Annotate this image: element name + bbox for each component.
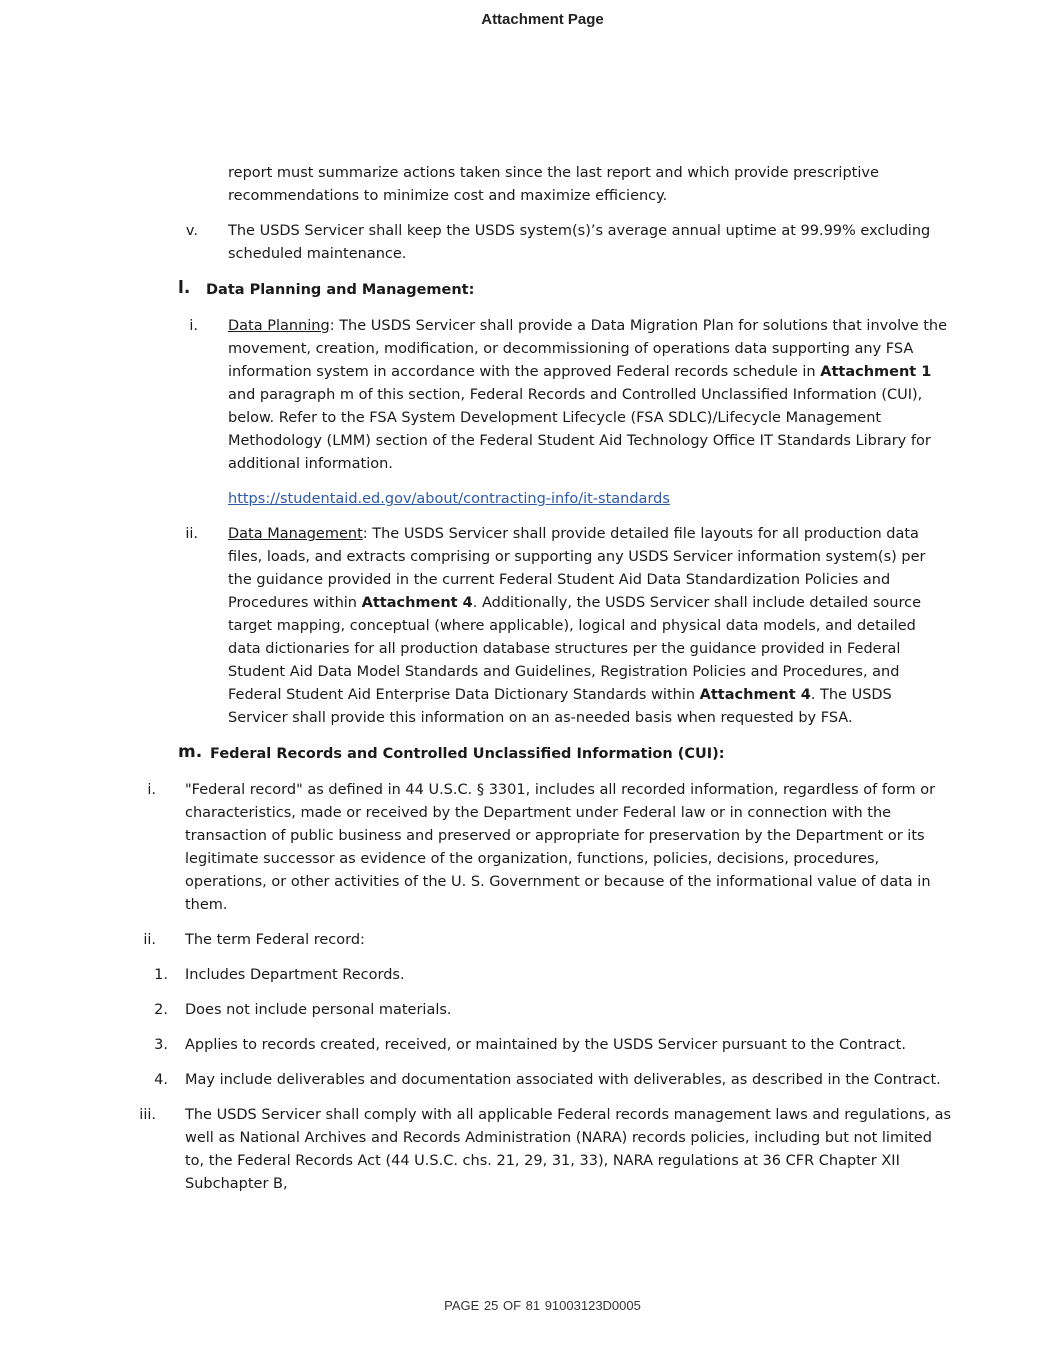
list-marker: i. <box>189 318 198 334</box>
list-item-text: May include deliverables and documentation associated with deliverables, as described in the Contract. <box>185 1072 941 1088</box>
data-planning-label: Data Planning <box>228 318 330 334</box>
list-marker: 2. <box>154 1002 168 1018</box>
section-m-marker: m. <box>178 742 203 762</box>
text-segment: : The USDS Servicer shall provide detailed file layouts for all production data files, loads, and extracts comprising or supporting any USDS Servicer information system(s) per the guidance provided in the current Federal Student Aid Data Standardization Policies and Procedures within <box>228 526 926 611</box>
attachment-1-ref: Attachment 1 <box>820 364 932 380</box>
text-segment: and paragraph m of this section, Federal Records and Controlled Unclassified Information (CUI), below. Refer to the FSA System Development Lifecycle (FSA SDLC)/Lifecycle Management Methodology (LMM) section of the Federal Student Aid Technology Office IT Standards Library for additional information. <box>228 387 931 472</box>
numbered-item <box>0 1034 1055 1057</box>
attachment-4-ref: Attachment 4 <box>699 687 811 703</box>
section-l-heading <box>0 279 1055 302</box>
list-item-text: Applies to records created, received, or maintained by the USDS Servicer pursuant to the Contract. <box>185 1037 906 1053</box>
list-item-text <box>228 523 948 730</box>
list-item-data-planning <box>0 315 1055 476</box>
it-standards-link[interactable]: https://studentaid.ed.gov/about/contracting-info/it-standards <box>228 491 670 507</box>
list-item-compliance <box>0 1104 1055 1196</box>
list-item-text: The USDS Servicer shall comply with all applicable Federal records management laws and regulations, as well as National Archives and Records Administration (NARA) records policies, including but not limited to, the Federal Records Act (44 U.S.C. chs. 21, 29, 31, 33), NARA regulations at 36 CFR Chapter XII Subchapter B, <box>185 1107 952 1192</box>
list-item-term-federal-record <box>0 929 1055 952</box>
list-item-federal-record-definition <box>0 779 1055 917</box>
numbered-item <box>0 964 1055 987</box>
continuation-text: report must summarize actions taken since the last report and which provide prescriptive recommendations to minimize cost and maximize efficiency. <box>228 165 879 204</box>
list-marker: iii. <box>139 1107 156 1123</box>
text-segment: : The USDS Servicer shall provide a Data Migration Plan for solutions that involve the movement, creation, modification, or decommissioning of operations data supporting any FSA information system in accordance with the approved Federal records schedule in <box>228 318 948 380</box>
section-m-heading <box>0 743 1055 766</box>
list-marker: 1. <box>154 967 168 983</box>
section-l-title: Data Planning and Management: <box>206 282 475 298</box>
list-item-text: Does not include personal materials. <box>185 1002 452 1018</box>
numbered-item <box>0 1069 1055 1092</box>
attachment-4-ref: Attachment 4 <box>361 595 473 611</box>
list-item-text: The term Federal record: <box>185 932 365 948</box>
list-marker: 3. <box>154 1037 168 1053</box>
data-management-label: Data Management <box>228 526 363 542</box>
section-l-marker: l. <box>178 278 191 298</box>
list-marker: v. <box>185 223 198 239</box>
list-item-text <box>228 315 948 476</box>
list-marker: ii. <box>143 932 156 948</box>
list-item-text: The USDS Servicer shall keep the USDS system(s)’s average annual uptime at 99.99% excluding scheduled maintenance. <box>228 223 931 262</box>
list-marker: ii. <box>185 526 198 542</box>
list-item-text: Includes Department Records. <box>185 967 405 983</box>
list-marker: i. <box>147 782 156 798</box>
section-m-title: Federal Records and Controlled Unclassified Information (CUI): <box>210 746 725 762</box>
list-marker: 4. <box>154 1072 168 1088</box>
page-header-title: Attachment Page <box>481 11 604 28</box>
list-item-data-management <box>0 523 1055 730</box>
list-item-v <box>0 220 1055 266</box>
list-item-text: "Federal record" as defined in 44 U.S.C. § 3301, includes all recorded information, regardless of form or characteristics, made or received by the Department under Federal law or in connection with the transaction of public business and preserved or appropriate for preservation by the Department or its legitimate successor as evidence of the organization, functions, policies, decisions, procedures, operations, or other activities of the U. S. Government or because of the informational value of data in them. <box>185 782 936 913</box>
continuation-paragraph <box>0 162 1055 208</box>
text-segment: . Additionally, the USDS Servicer shall include detailed source target mapping, conceptual (where applicable), logical and physical data models, and detailed data dictionaries for all production database structures per the guidance provided in Federal Student Aid Data Model Standards and Guidelines, Registration Policies and Procedures, and Federal Student Aid Enterprise Data Dictionary Standards within <box>228 595 922 703</box>
numbered-item <box>0 999 1055 1022</box>
text-segment: . The USDS Servicer shall provide this information on an as-needed basis when requested by FSA. <box>228 687 892 726</box>
document-body <box>0 162 1055 1196</box>
page-footer: PAGE 25 OF 81 91003123D0005 <box>444 1298 641 1313</box>
link-paragraph <box>0 488 1055 511</box>
